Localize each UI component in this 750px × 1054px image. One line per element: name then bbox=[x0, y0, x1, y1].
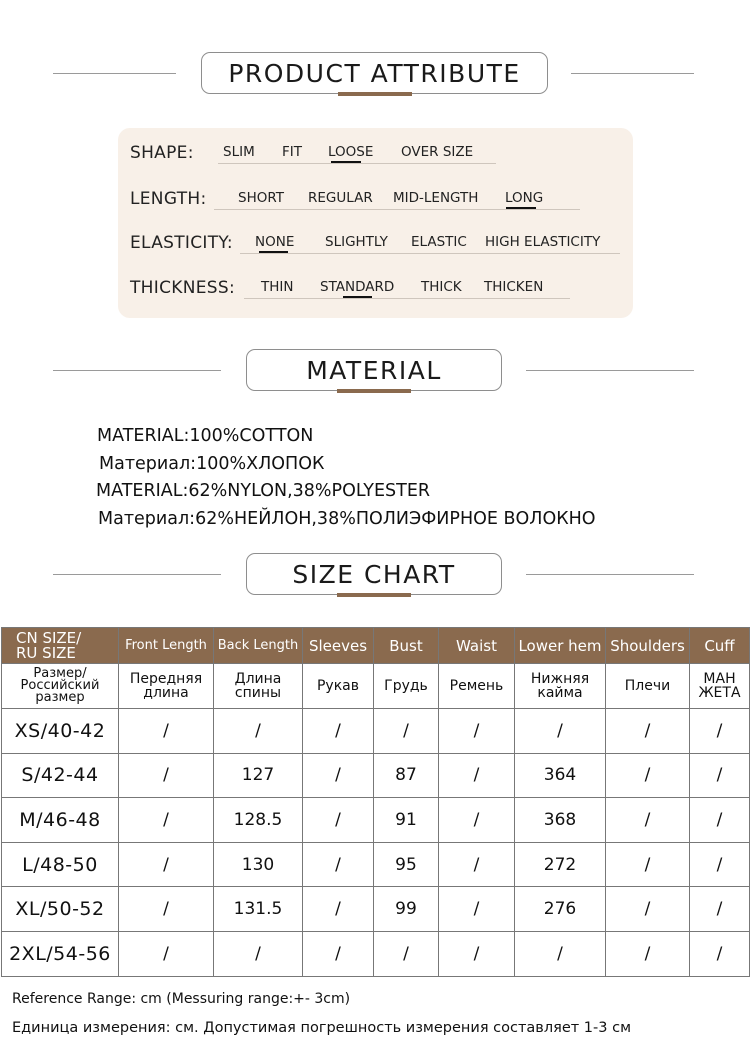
size-chart-table bbox=[1, 627, 750, 977]
attribute-option: THIN bbox=[261, 279, 294, 295]
table-cell: / bbox=[303, 798, 374, 843]
size-cell: 2XL/54-56 bbox=[2, 931, 119, 976]
table-cell: 364 bbox=[515, 753, 606, 798]
table-row bbox=[2, 931, 750, 976]
table-cell: 128.5 bbox=[214, 798, 303, 843]
table-cell: / bbox=[303, 931, 374, 976]
section-title-material bbox=[246, 349, 502, 391]
attribute-panel bbox=[118, 128, 633, 318]
table-cell: / bbox=[439, 931, 515, 976]
header-cell: Shoulders bbox=[606, 628, 690, 664]
material-label: Материал: bbox=[98, 509, 196, 529]
subheader-cell: Рукав bbox=[303, 664, 374, 709]
attribute-option: SLIGHTLY bbox=[325, 234, 388, 250]
material-value: 62%НЕЙЛОН,38%ПОЛИЭФИРНОЕ ВОЛОКНО bbox=[195, 509, 596, 529]
attribute-label: LENGTH: bbox=[130, 189, 207, 209]
divider-line bbox=[571, 73, 694, 74]
table-cell: 91 bbox=[374, 798, 439, 843]
subheader-cell: Передняя длина bbox=[119, 664, 214, 709]
table-cell: / bbox=[690, 798, 750, 843]
table-cell: 276 bbox=[515, 887, 606, 932]
header-cell: CN SIZE/ RU SIZE bbox=[2, 628, 119, 664]
table-cell: / bbox=[606, 709, 690, 754]
material-line bbox=[97, 426, 313, 446]
attribute-option-selected: LONG bbox=[505, 190, 544, 206]
header-cell: Sleeves bbox=[303, 628, 374, 664]
table-cell: 130 bbox=[214, 842, 303, 887]
table-cell: / bbox=[119, 798, 214, 843]
material-value: 100%ХЛОПОК bbox=[196, 454, 325, 474]
subheader-cell: Размер/ Российский размер bbox=[2, 664, 119, 709]
table-cell: / bbox=[606, 753, 690, 798]
attribute-option: SLIM bbox=[223, 144, 255, 160]
attribute-option: MID-LENGTH bbox=[393, 190, 479, 206]
attribute-option: OVER SIZE bbox=[401, 144, 474, 160]
attribute-option: THICK bbox=[421, 279, 462, 295]
table-cell: / bbox=[439, 887, 515, 932]
table-cell: / bbox=[690, 709, 750, 754]
table-cell: / bbox=[606, 931, 690, 976]
table-header-row bbox=[2, 628, 750, 664]
attribute-label: SHAPE: bbox=[130, 143, 194, 163]
table-cell: / bbox=[374, 709, 439, 754]
subheader-cell: Грудь bbox=[374, 664, 439, 709]
table-cell: / bbox=[439, 798, 515, 843]
material-line bbox=[99, 454, 324, 474]
accent-bar bbox=[337, 593, 411, 597]
table-cell: / bbox=[119, 709, 214, 754]
material-value: 62%NYLON,38%POLYESTER bbox=[188, 481, 431, 501]
table-cell: / bbox=[515, 931, 606, 976]
header-cell: Lower hem bbox=[515, 628, 606, 664]
material-label: MATERIAL: bbox=[96, 481, 189, 501]
option-baseline bbox=[244, 298, 570, 299]
table-subheader-row bbox=[2, 664, 750, 709]
attribute-option: SHORT bbox=[238, 190, 284, 206]
table-cell: 99 bbox=[374, 887, 439, 932]
table-cell: / bbox=[690, 931, 750, 976]
attribute-option: HIGH ELASTICITY bbox=[485, 234, 601, 250]
divider-line bbox=[53, 370, 221, 371]
divider-line bbox=[526, 370, 694, 371]
table-row bbox=[2, 887, 750, 932]
table-cell: / bbox=[439, 753, 515, 798]
table-cell: / bbox=[439, 842, 515, 887]
attribute-option: THICKEN bbox=[484, 279, 544, 295]
table-cell: / bbox=[374, 931, 439, 976]
subheader-cell: Нижняя кайма bbox=[515, 664, 606, 709]
material-label: MATERIAL: bbox=[97, 426, 190, 446]
header-cell: Front Length bbox=[119, 628, 214, 664]
option-baseline bbox=[240, 253, 620, 254]
option-baseline bbox=[218, 163, 496, 164]
table-cell: / bbox=[303, 753, 374, 798]
attribute-option: REGULAR bbox=[308, 190, 373, 206]
subheader-cell: Длина спины bbox=[214, 664, 303, 709]
table-cell: / bbox=[119, 887, 214, 932]
subheader-cell: МАН ЖЕТА bbox=[690, 664, 750, 709]
table-cell: / bbox=[606, 887, 690, 932]
table-cell: / bbox=[303, 709, 374, 754]
table-row bbox=[2, 842, 750, 887]
material-value: 100%COTTON bbox=[189, 426, 314, 446]
table-cell: / bbox=[515, 709, 606, 754]
section-title-text: PRODUCT ATTRIBUTE bbox=[228, 58, 521, 88]
table-cell: / bbox=[303, 887, 374, 932]
subheader-cell: Плечи bbox=[606, 664, 690, 709]
table-cell: / bbox=[119, 931, 214, 976]
attribute-option-selected: STANDARD bbox=[320, 279, 395, 295]
material-line bbox=[96, 481, 430, 501]
divider-line bbox=[526, 574, 694, 575]
table-cell: / bbox=[690, 887, 750, 932]
table-cell: / bbox=[606, 798, 690, 843]
accent-bar bbox=[337, 389, 411, 393]
section-title-size-chart bbox=[246, 553, 502, 595]
attribute-option: ELASTIC bbox=[411, 234, 467, 250]
size-cell: XS/40-42 bbox=[2, 709, 119, 754]
table-cell: / bbox=[303, 842, 374, 887]
material-line bbox=[98, 509, 596, 529]
header-cell: Waist bbox=[439, 628, 515, 664]
option-baseline bbox=[214, 209, 580, 210]
size-cell: L/48-50 bbox=[2, 842, 119, 887]
section-title-attribute bbox=[201, 52, 548, 94]
table-cell: / bbox=[690, 753, 750, 798]
table-cell: / bbox=[214, 709, 303, 754]
table-row bbox=[2, 753, 750, 798]
table-cell: / bbox=[214, 931, 303, 976]
size-cell: M/46-48 bbox=[2, 798, 119, 843]
section-title-text: SIZE CHART bbox=[292, 559, 456, 589]
section-title-text: MATERIAL bbox=[306, 355, 442, 385]
attribute-option-selected: LOOSE bbox=[328, 144, 374, 160]
divider-line bbox=[53, 574, 221, 575]
table-cell: 87 bbox=[374, 753, 439, 798]
table-cell: / bbox=[606, 842, 690, 887]
table-cell: 131.5 bbox=[214, 887, 303, 932]
accent-bar bbox=[338, 92, 412, 96]
attribute-option-selected: NONE bbox=[255, 234, 295, 250]
table-row bbox=[2, 709, 750, 754]
divider-line bbox=[53, 73, 176, 74]
table-cell: / bbox=[690, 842, 750, 887]
table-cell: / bbox=[119, 842, 214, 887]
table-cell: 127 bbox=[214, 753, 303, 798]
header-cell: Cuff bbox=[690, 628, 750, 664]
table-cell: / bbox=[119, 753, 214, 798]
table-cell: 368 bbox=[515, 798, 606, 843]
size-cell: S/42-44 bbox=[2, 753, 119, 798]
attribute-label: ELASTICITY: bbox=[130, 233, 233, 253]
attribute-label: THICKNESS: bbox=[130, 278, 235, 298]
header-cell: Bust bbox=[374, 628, 439, 664]
subheader-cell: Ремень bbox=[439, 664, 515, 709]
reference-note-ru: Единица измерения: см. Допустимая погрешность измерения составляет 1-3 см bbox=[12, 1020, 632, 1036]
size-cell: XL/50-52 bbox=[2, 887, 119, 932]
table-cell: 272 bbox=[515, 842, 606, 887]
table-row bbox=[2, 798, 750, 843]
attribute-option: FIT bbox=[282, 144, 302, 160]
header-cell: Back Length bbox=[214, 628, 303, 664]
table-cell: / bbox=[439, 709, 515, 754]
reference-note: Reference Range: cm (Messuring range:+- 3cm) bbox=[12, 991, 351, 1007]
table-cell: 95 bbox=[374, 842, 439, 887]
material-label: Материал: bbox=[99, 454, 197, 474]
